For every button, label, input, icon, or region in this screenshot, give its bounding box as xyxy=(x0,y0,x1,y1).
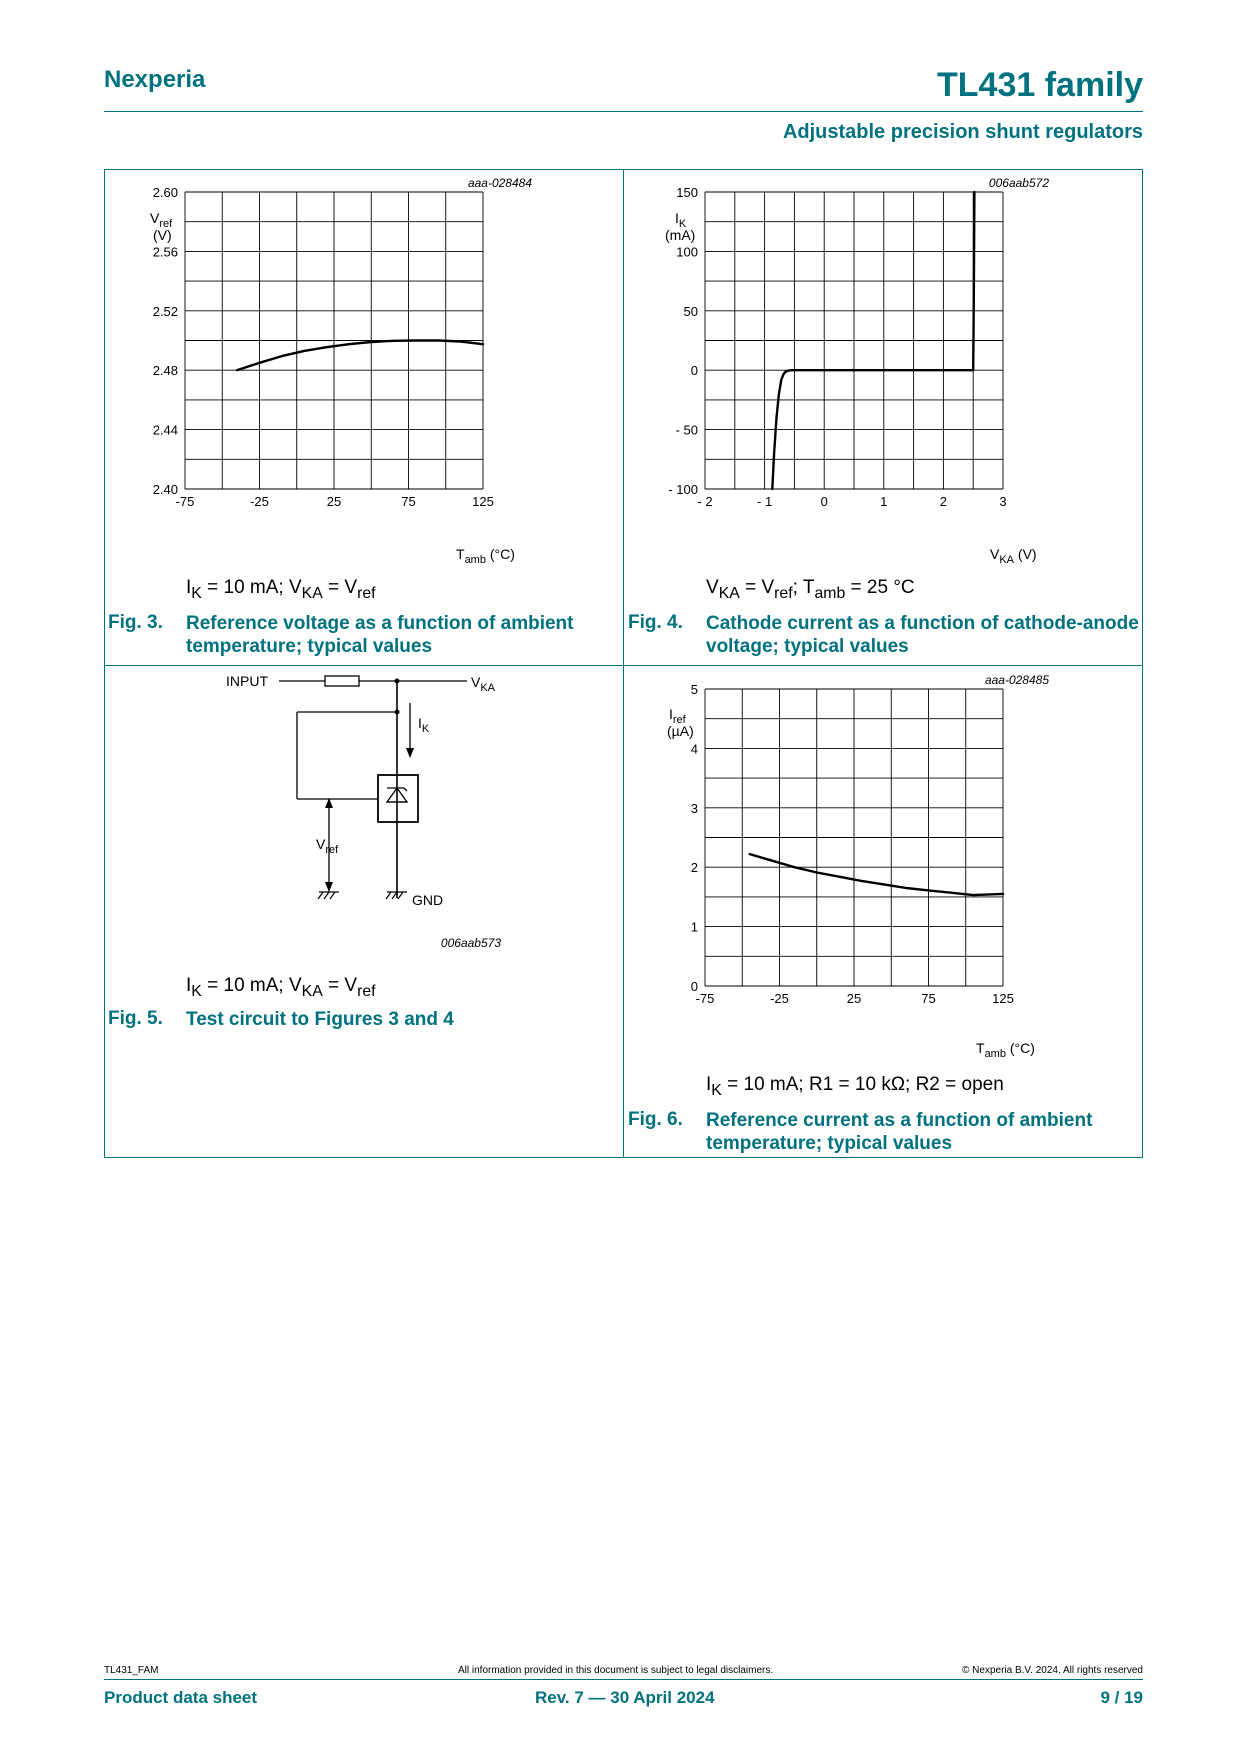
y-tick-label: 0 xyxy=(690,979,698,994)
x-tick-label: 125 xyxy=(992,991,1014,1006)
fig3-label: Fig. 3. xyxy=(108,612,163,633)
series-line-iref xyxy=(750,854,1003,895)
fig4-ylabel: $I_K$ xyxy=(675,210,687,230)
y-tick-label: 2.44 xyxy=(152,422,178,438)
tl431-symbol xyxy=(378,775,418,822)
x-tick-label: 0 xyxy=(820,494,828,509)
fig3-ylabel: $V_{ref}$ xyxy=(150,210,173,230)
fig3-yunit: (V) xyxy=(153,227,172,243)
footer-rule xyxy=(104,1679,1143,1680)
x-tick-label: - 2 xyxy=(697,494,713,509)
vref-label: $V_{ref}$ xyxy=(316,836,339,856)
x-tick-label: 25 xyxy=(326,494,342,509)
ground-left-icon xyxy=(318,892,339,899)
x-tick-label: 2 xyxy=(939,494,948,509)
x-tick-label: 125 xyxy=(472,494,494,509)
fig5-label: Fig. 5. xyxy=(108,1008,163,1029)
test-circuit-diagram xyxy=(104,666,623,966)
footer-doc-type: Product data sheet xyxy=(104,1688,258,1707)
junction-dot xyxy=(395,679,400,684)
footer-page-number: 9 / 19 xyxy=(1100,1688,1143,1707)
y-tick-label: 2.52 xyxy=(152,303,178,319)
y-tick-label: - 100 xyxy=(668,482,698,497)
x-tick-label: -75 xyxy=(175,494,195,509)
resistor-symbol xyxy=(325,676,359,686)
fig5-caption: Test circuit to Figures 3 and 4 xyxy=(186,1009,454,1030)
fig6-code: aaa-028485 xyxy=(984,673,1049,687)
x-tick-label: 75 xyxy=(921,991,936,1006)
document-subtitle: Adjustable precision shunt regulators xyxy=(782,121,1143,143)
x-tick-label: - 1 xyxy=(757,494,773,509)
fig4-label: Fig. 4. xyxy=(628,612,683,633)
y-tick-label: 2.48 xyxy=(152,363,178,379)
vka-label: $V_{KA}$ xyxy=(471,674,496,694)
fig3-conditions: $I_K = 10$ mA; $V_{KA} = V_{ref}$ xyxy=(186,577,376,602)
x-tick-label: 75 xyxy=(401,494,416,509)
x-tick-label: 1 xyxy=(880,494,888,509)
brand-logo: Nexperia xyxy=(104,66,206,93)
ik-label: $I_K$ xyxy=(418,715,430,735)
x-tick-label: 25 xyxy=(846,991,862,1006)
y-tick-label: 150 xyxy=(676,185,698,200)
fig5-code: 006aab573 xyxy=(440,936,501,950)
input-label: INPUT xyxy=(226,673,268,689)
figure-grid xyxy=(104,169,1143,1158)
fig4-chart xyxy=(624,169,1143,569)
figure-6 xyxy=(624,666,1143,1158)
x-tick-label: 3 xyxy=(999,494,1007,509)
vref-arrowhead-down-icon xyxy=(325,882,333,892)
y-tick-label: 2.40 xyxy=(152,482,178,497)
fig4-conditions: $V_{KA} = V_{ref}$; $T_{amb} = 25$ °C xyxy=(706,577,915,602)
y-tick-label: 100 xyxy=(676,244,698,260)
x-tick-label: -25 xyxy=(250,494,269,509)
fig5-conditions: $I_K = 10$ mA; $V_{KA} = V_{ref}$ xyxy=(186,975,376,1000)
gnd-label: GND xyxy=(412,892,444,908)
document-title: TL431 family xyxy=(937,66,1143,104)
fig4-code: 006aab572 xyxy=(988,176,1049,190)
junction-dot xyxy=(395,710,400,715)
y-tick-label: 3 xyxy=(690,800,698,816)
chart-grid xyxy=(705,192,1003,489)
fig3-code: aaa-028484 xyxy=(467,176,532,190)
y-tick-label: - 50 xyxy=(675,422,698,438)
y-tick-label: 50 xyxy=(683,303,698,319)
fig6-xlabel: $T_{amb}$ (°C) xyxy=(976,1040,1035,1060)
y-tick-label: 2.56 xyxy=(152,244,178,260)
fig6-conditions: $I_K = 10$ mA; R1 = 10 kΩ; R2 = open xyxy=(706,1074,1004,1099)
footer-doc-id: TL431_FAM xyxy=(104,1665,159,1676)
fig3-caption: Reference voltage as a function of ambient temperature; typical values xyxy=(186,613,574,657)
x-tick-label: -75 xyxy=(695,991,715,1006)
y-tick-label: 2.60 xyxy=(152,185,178,200)
fig4-xlabel: $V_{KA}$ (V) xyxy=(990,546,1037,566)
x-tick-label: -25 xyxy=(770,991,789,1006)
fig3-xlabel: $T_{amb}$ (°C) xyxy=(456,546,515,566)
figure-5 xyxy=(104,666,623,1158)
y-tick-label: 0 xyxy=(690,363,698,379)
fig4-caption: Cathode current as a function of cathode-anode voltage; typical values xyxy=(706,613,1139,657)
ik-arrowhead-icon xyxy=(406,748,414,758)
footer-disclaimer: All information provided in this document is subject to legal disclaimers. xyxy=(458,1665,774,1676)
footer-revision: Rev. 7 — 30 April 2024 xyxy=(535,1688,715,1707)
header-rule xyxy=(104,111,1143,112)
figure-3 xyxy=(104,169,623,665)
fig6-caption: Reference current as a function of ambient temperature; typical values xyxy=(706,1110,1093,1154)
y-tick-label: 1 xyxy=(690,919,698,935)
fig6-yunit: (µA) xyxy=(667,723,694,739)
fig3-chart xyxy=(104,169,623,569)
y-tick-label: 5 xyxy=(690,682,698,697)
chart-grid xyxy=(705,689,1003,986)
fig6-chart xyxy=(624,666,1143,1066)
figure-4 xyxy=(624,169,1143,665)
footer-copyright: © Nexperia B.V. 2024. All rights reserved xyxy=(962,1665,1143,1676)
fig4-yunit: (mA) xyxy=(665,227,696,243)
fig6-label: Fig. 6. xyxy=(628,1109,683,1130)
fig6-ylabel: $I_{ref}$ xyxy=(669,706,686,726)
y-tick-label: 2 xyxy=(690,860,698,876)
y-tick-label: 4 xyxy=(690,741,698,757)
